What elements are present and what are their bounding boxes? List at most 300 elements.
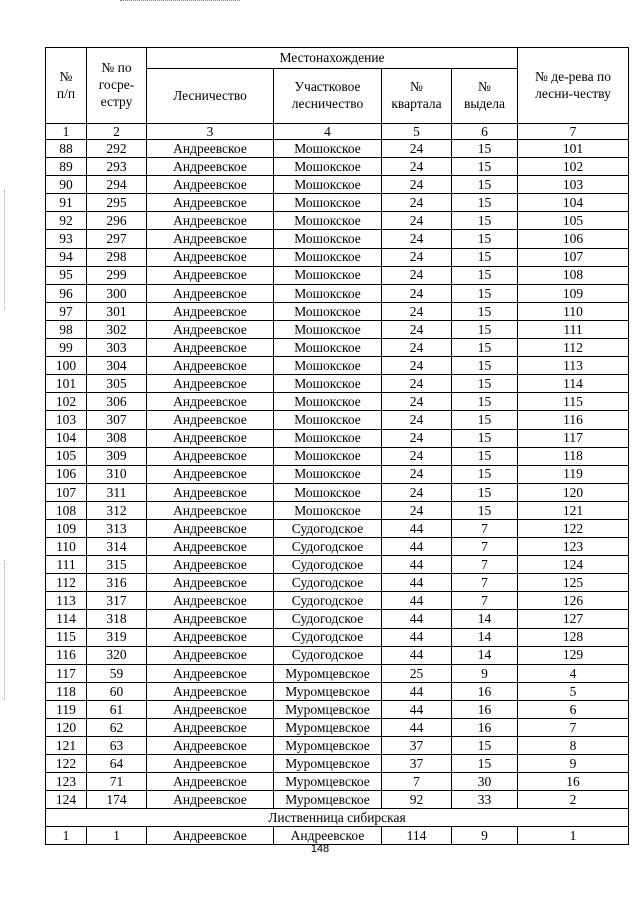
cell-gos-register: 298: [87, 248, 147, 266]
cell-forestry: Андреевское: [147, 773, 274, 791]
cell-forestry: Андреевское: [147, 755, 274, 773]
cell-tree-number: 115: [518, 393, 629, 411]
cell-gos-register: 59: [87, 664, 147, 682]
cell-district: Мошокское: [274, 375, 382, 393]
cell-tree-number: 108: [518, 266, 629, 284]
table-row: [46, 574, 629, 592]
cell-district: Муромцевское: [274, 791, 382, 809]
table-row: [46, 646, 629, 664]
cell-kvartal: 24: [382, 375, 452, 393]
cell-gos-register: 311: [87, 483, 147, 501]
scan-top-mark: [120, 0, 240, 4]
cell-gos-register: 319: [87, 628, 147, 646]
table-row: [46, 266, 629, 284]
cell-tree-number: 129: [518, 646, 629, 664]
table-row: [46, 339, 629, 357]
cell-tree-number: 111: [518, 320, 629, 338]
column-numbers-row: [46, 124, 629, 140]
cell-num: 90: [46, 176, 87, 194]
section-title: Лиственница сибирская: [46, 809, 629, 827]
table-row: [46, 194, 629, 212]
table-row: [46, 284, 629, 302]
cell-vydel: 15: [452, 755, 518, 773]
cell-gos-register: 314: [87, 538, 147, 556]
cell-tree-number: 113: [518, 357, 629, 375]
cell-num: 120: [46, 719, 87, 737]
cell-gos-register: 174: [87, 791, 147, 809]
cell-tree-number: 4: [518, 664, 629, 682]
cell-gos-register: 295: [87, 194, 147, 212]
cell-gos-register: 60: [87, 682, 147, 700]
cell-kvartal: 114: [382, 827, 452, 845]
header-location: Местонахождение: [147, 48, 518, 69]
cell-tree-number: 118: [518, 447, 629, 465]
cell-tree-number: 124: [518, 556, 629, 574]
cell-kvartal: 24: [382, 339, 452, 357]
cell-vydel: 30: [452, 773, 518, 791]
cell-kvartal: 24: [382, 465, 452, 483]
cell-district: Судогодское: [274, 610, 382, 628]
cell-num: 114: [46, 610, 87, 628]
cell-forestry: Андреевское: [147, 737, 274, 755]
cell-num: 101: [46, 375, 87, 393]
table-row: [46, 230, 629, 248]
table-row: [46, 248, 629, 266]
cell-kvartal: 24: [382, 501, 452, 519]
cell-kvartal: 24: [382, 230, 452, 248]
cell-district: Мошокское: [274, 501, 382, 519]
cell-num: 88: [46, 140, 87, 158]
cell-vydel: 9: [452, 827, 518, 845]
cell-district: Мошокское: [274, 357, 382, 375]
table-row: [46, 465, 629, 483]
cell-tree-number: 116: [518, 411, 629, 429]
table-row: [46, 737, 629, 755]
cell-tree-number: 6: [518, 700, 629, 718]
table-row: [46, 429, 629, 447]
cell-district: Судогодское: [274, 574, 382, 592]
cell-num: 104: [46, 429, 87, 447]
cell-kvartal: 44: [382, 628, 452, 646]
cell-tree-number: 126: [518, 592, 629, 610]
cell-district: Муромцевское: [274, 700, 382, 718]
page-number: 148: [310, 843, 330, 855]
cell-tree-number: 119: [518, 465, 629, 483]
cell-district: Мошокское: [274, 248, 382, 266]
table-row: [46, 519, 629, 537]
cell-num: 91: [46, 194, 87, 212]
cell-kvartal: 24: [382, 483, 452, 501]
cell-num: 124: [46, 791, 87, 809]
cell-num: 95: [46, 266, 87, 284]
cell-tree-number: 110: [518, 302, 629, 320]
cell-forestry: Андреевское: [147, 212, 274, 230]
cell-gos-register: 308: [87, 429, 147, 447]
cell-gos-register: 309: [87, 447, 147, 465]
cell-vydel: 15: [452, 411, 518, 429]
cell-vydel: 15: [452, 447, 518, 465]
cell-num: 108: [46, 501, 87, 519]
column-number-cell: 2: [87, 124, 147, 140]
table-row: [46, 158, 629, 176]
cell-forestry: Андреевское: [147, 501, 274, 519]
cell-forestry: Андреевское: [147, 664, 274, 682]
table-row: [46, 393, 629, 411]
cell-gos-register: 300: [87, 284, 147, 302]
cell-tree-number: 107: [518, 248, 629, 266]
cell-vydel: 15: [452, 230, 518, 248]
cell-district: Мошокское: [274, 411, 382, 429]
cell-tree-number: 9: [518, 755, 629, 773]
cell-gos-register: 62: [87, 719, 147, 737]
cell-district: Мошокское: [274, 483, 382, 501]
table-row: [46, 610, 629, 628]
cell-kvartal: 44: [382, 682, 452, 700]
cell-forestry: Андреевское: [147, 628, 274, 646]
cell-district: Судогодское: [274, 519, 382, 537]
cell-gos-register: 64: [87, 755, 147, 773]
cell-vydel: 15: [452, 501, 518, 519]
tree-register-table: [45, 47, 629, 845]
cell-forestry: Андреевское: [147, 592, 274, 610]
cell-gos-register: 317: [87, 592, 147, 610]
cell-tree-number: 114: [518, 375, 629, 393]
cell-district: Судогодское: [274, 556, 382, 574]
cell-vydel: 14: [452, 646, 518, 664]
cell-gos-register: 318: [87, 610, 147, 628]
cell-vydel: 14: [452, 610, 518, 628]
cell-kvartal: 24: [382, 158, 452, 176]
cell-num: 110: [46, 538, 87, 556]
cell-gos-register: 292: [87, 140, 147, 158]
cell-district: Муромцевское: [274, 773, 382, 791]
header-forestry: Лесничество: [147, 69, 274, 124]
cell-num: 117: [46, 664, 87, 682]
cell-forestry: Андреевское: [147, 465, 274, 483]
cell-tree-number: 106: [518, 230, 629, 248]
cell-forestry: Андреевское: [147, 719, 274, 737]
cell-vydel: 15: [452, 248, 518, 266]
cell-kvartal: 24: [382, 357, 452, 375]
cell-district: Мошокское: [274, 158, 382, 176]
cell-tree-number: 123: [518, 538, 629, 556]
cell-forestry: Андреевское: [147, 230, 274, 248]
cell-kvartal: 92: [382, 791, 452, 809]
header-kvartal: № квартала: [382, 69, 452, 124]
cell-forestry: Андреевское: [147, 791, 274, 809]
cell-forestry: Андреевское: [147, 700, 274, 718]
table-row: [46, 501, 629, 519]
cell-tree-number: 125: [518, 574, 629, 592]
cell-tree-number: 7: [518, 719, 629, 737]
cell-gos-register: 315: [87, 556, 147, 574]
cell-kvartal: 44: [382, 700, 452, 718]
cell-district: Андреевское: [274, 827, 382, 845]
cell-kvartal: 24: [382, 447, 452, 465]
cell-gos-register: 313: [87, 519, 147, 537]
cell-kvartal: 24: [382, 302, 452, 320]
cell-vydel: 7: [452, 592, 518, 610]
cell-district: Муромцевское: [274, 737, 382, 755]
cell-district: Мошокское: [274, 302, 382, 320]
cell-kvartal: 24: [382, 429, 452, 447]
cell-num: 99: [46, 339, 87, 357]
table-row: [46, 592, 629, 610]
cell-tree-number: 102: [518, 158, 629, 176]
cell-district: Мошокское: [274, 140, 382, 158]
cell-vydel: 15: [452, 194, 518, 212]
cell-vydel: 7: [452, 556, 518, 574]
cell-num: 115: [46, 628, 87, 646]
cell-forestry: Андреевское: [147, 320, 274, 338]
header-gos-register: № по госре- естру: [87, 48, 147, 124]
cell-num: 105: [46, 447, 87, 465]
cell-vydel: 15: [452, 176, 518, 194]
table-row: [46, 140, 629, 158]
cell-vydel: 7: [452, 574, 518, 592]
cell-district: Мошокское: [274, 176, 382, 194]
cell-gos-register: 304: [87, 357, 147, 375]
cell-kvartal: 24: [382, 284, 452, 302]
cell-num: 106: [46, 465, 87, 483]
scan-left-mark: [4, 190, 6, 310]
cell-kvartal: 44: [382, 719, 452, 737]
cell-gos-register: 306: [87, 393, 147, 411]
cell-district: Мошокское: [274, 465, 382, 483]
table-row: [46, 664, 629, 682]
cell-forestry: Андреевское: [147, 411, 274, 429]
table-row: [46, 791, 629, 809]
cell-tree-number: 128: [518, 628, 629, 646]
cell-tree-number: 105: [518, 212, 629, 230]
cell-tree-number: 16: [518, 773, 629, 791]
table-row: [46, 483, 629, 501]
cell-kvartal: 44: [382, 519, 452, 537]
table-row: [46, 628, 629, 646]
cell-num: 122: [46, 755, 87, 773]
cell-forestry: Андреевское: [147, 519, 274, 537]
cell-num: 98: [46, 320, 87, 338]
cell-vydel: 7: [452, 519, 518, 537]
cell-district: Муромцевское: [274, 719, 382, 737]
cell-vydel: 15: [452, 284, 518, 302]
cell-vydel: 9: [452, 664, 518, 682]
table-row: [46, 411, 629, 429]
cell-num: 112: [46, 574, 87, 592]
cell-num: 121: [46, 737, 87, 755]
cell-forestry: Андреевское: [147, 302, 274, 320]
table-row: [46, 773, 629, 791]
cell-district: Мошокское: [274, 339, 382, 357]
cell-num: 96: [46, 284, 87, 302]
header-num: № п/п: [46, 48, 87, 124]
cell-tree-number: 117: [518, 429, 629, 447]
column-number-cell: 1: [46, 124, 87, 140]
cell-num: 89: [46, 158, 87, 176]
cell-num: 111: [46, 556, 87, 574]
cell-tree-number: 1: [518, 827, 629, 845]
cell-vydel: 15: [452, 302, 518, 320]
cell-forestry: Андреевское: [147, 284, 274, 302]
cell-forestry: Андреевское: [147, 248, 274, 266]
cell-kvartal: 37: [382, 755, 452, 773]
cell-gos-register: 299: [87, 266, 147, 284]
cell-num: 103: [46, 411, 87, 429]
cell-kvartal: 44: [382, 574, 452, 592]
cell-district: Муромцевское: [274, 664, 382, 682]
cell-vydel: 15: [452, 140, 518, 158]
cell-gos-register: 71: [87, 773, 147, 791]
cell-forestry: Андреевское: [147, 556, 274, 574]
cell-vydel: 15: [452, 429, 518, 447]
cell-num: 123: [46, 773, 87, 791]
cell-kvartal: 37: [382, 737, 452, 755]
cell-gos-register: 293: [87, 158, 147, 176]
table-row: [46, 320, 629, 338]
cell-tree-number: 120: [518, 483, 629, 501]
cell-kvartal: 7: [382, 773, 452, 791]
cell-forestry: Андреевское: [147, 538, 274, 556]
cell-tree-number: 104: [518, 194, 629, 212]
cell-num: 93: [46, 230, 87, 248]
cell-forestry: Андреевское: [147, 646, 274, 664]
cell-tree-number: 8: [518, 737, 629, 755]
table-row: [46, 375, 629, 393]
cell-forestry: Андреевское: [147, 574, 274, 592]
column-number-cell: 4: [274, 124, 382, 140]
cell-district: Мошокское: [274, 212, 382, 230]
cell-forestry: Андреевское: [147, 610, 274, 628]
cell-forestry: Андреевское: [147, 158, 274, 176]
cell-district: Судогодское: [274, 628, 382, 646]
cell-num: 119: [46, 700, 87, 718]
cell-kvartal: 44: [382, 610, 452, 628]
cell-gos-register: 61: [87, 700, 147, 718]
cell-kvartal: 44: [382, 538, 452, 556]
cell-district: Мошокское: [274, 447, 382, 465]
table-row: [46, 447, 629, 465]
cell-tree-number: 101: [518, 140, 629, 158]
table-row: [46, 700, 629, 718]
cell-tree-number: 112: [518, 339, 629, 357]
header-vydel: № выдела: [452, 69, 518, 124]
cell-gos-register: 307: [87, 411, 147, 429]
cell-num: 1: [46, 827, 87, 845]
cell-vydel: 14: [452, 628, 518, 646]
cell-kvartal: 24: [382, 411, 452, 429]
cell-gos-register: 294: [87, 176, 147, 194]
cell-forestry: Андреевское: [147, 194, 274, 212]
cell-vydel: 16: [452, 700, 518, 718]
cell-district: Судогодское: [274, 538, 382, 556]
cell-district: Мошокское: [274, 266, 382, 284]
cell-kvartal: 44: [382, 592, 452, 610]
table-row: [46, 357, 629, 375]
cell-gos-register: 303: [87, 339, 147, 357]
cell-forestry: Андреевское: [147, 375, 274, 393]
cell-num: 118: [46, 682, 87, 700]
cell-kvartal: 24: [382, 176, 452, 194]
cell-kvartal: 44: [382, 556, 452, 574]
cell-tree-number: 5: [518, 682, 629, 700]
header-district-forestry: Участковое лесничество: [274, 69, 382, 124]
cell-kvartal: 24: [382, 393, 452, 411]
cell-vydel: 15: [452, 158, 518, 176]
cell-gos-register: 297: [87, 230, 147, 248]
cell-num: 107: [46, 483, 87, 501]
cell-forestry: Андреевское: [147, 266, 274, 284]
cell-kvartal: 24: [382, 140, 452, 158]
table-row: [46, 176, 629, 194]
cell-vydel: 7: [452, 538, 518, 556]
cell-forestry: Андреевское: [147, 483, 274, 501]
cell-vydel: 15: [452, 375, 518, 393]
cell-num: 97: [46, 302, 87, 320]
scan-left-mark: [4, 560, 6, 700]
cell-district: Мошокское: [274, 230, 382, 248]
cell-vydel: 16: [452, 719, 518, 737]
section-row: [46, 809, 629, 827]
cell-tree-number: 122: [518, 519, 629, 537]
cell-forestry: Андреевское: [147, 357, 274, 375]
cell-district: Судогодское: [274, 646, 382, 664]
table-row: [46, 682, 629, 700]
cell-num: 102: [46, 393, 87, 411]
cell-vydel: 15: [452, 393, 518, 411]
cell-vydel: 15: [452, 465, 518, 483]
cell-tree-number: 109: [518, 284, 629, 302]
header-tree-number: № де-рева по лесни-честву: [518, 48, 629, 124]
cell-num: 100: [46, 357, 87, 375]
cell-num: 116: [46, 646, 87, 664]
cell-district: Муромцевское: [274, 755, 382, 773]
table-row: [46, 538, 629, 556]
cell-gos-register: 310: [87, 465, 147, 483]
cell-vydel: 15: [452, 266, 518, 284]
cell-forestry: Андреевское: [147, 140, 274, 158]
cell-kvartal: 25: [382, 664, 452, 682]
table-row: [46, 556, 629, 574]
cell-kvartal: 24: [382, 194, 452, 212]
cell-gos-register: 312: [87, 501, 147, 519]
cell-forestry: Андреевское: [147, 176, 274, 194]
cell-forestry: Андреевское: [147, 827, 274, 845]
cell-vydel: 15: [452, 339, 518, 357]
cell-district: Мошокское: [274, 429, 382, 447]
cell-gos-register: 1: [87, 827, 147, 845]
cell-num: 94: [46, 248, 87, 266]
cell-kvartal: 24: [382, 248, 452, 266]
cell-kvartal: 24: [382, 320, 452, 338]
cell-vydel: 15: [452, 737, 518, 755]
column-number-cell: 7: [518, 124, 629, 140]
cell-gos-register: 296: [87, 212, 147, 230]
cell-kvartal: 24: [382, 266, 452, 284]
cell-district: Мошокское: [274, 194, 382, 212]
cell-num: 113: [46, 592, 87, 610]
cell-vydel: 15: [452, 483, 518, 501]
cell-tree-number: 127: [518, 610, 629, 628]
cell-vydel: 15: [452, 212, 518, 230]
cell-gos-register: 301: [87, 302, 147, 320]
cell-forestry: Андреевское: [147, 339, 274, 357]
cell-gos-register: 316: [87, 574, 147, 592]
cell-gos-register: 63: [87, 737, 147, 755]
cell-forestry: Андреевское: [147, 429, 274, 447]
cell-forestry: Андреевское: [147, 447, 274, 465]
cell-gos-register: 305: [87, 375, 147, 393]
cell-district: Мошокское: [274, 393, 382, 411]
